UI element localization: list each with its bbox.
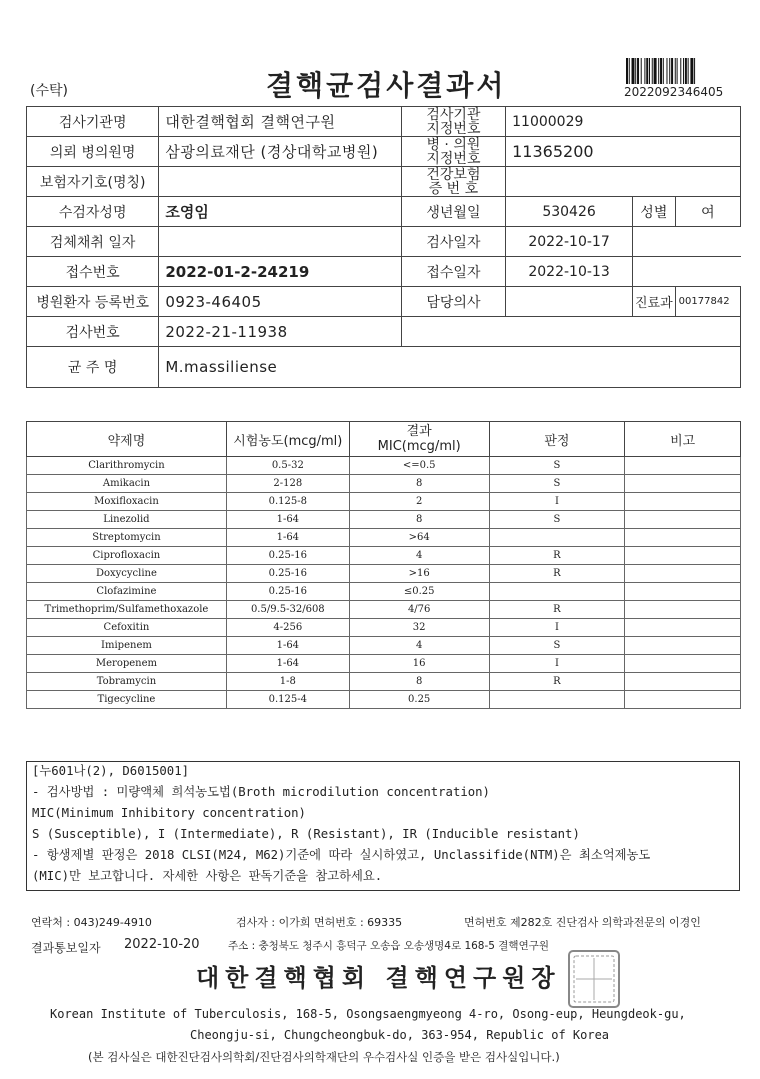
drug-range-cell: 0.5-32: [226, 457, 349, 475]
drug-range-cell: 0.125-4: [226, 691, 349, 709]
drug-remark-cell: [625, 601, 741, 619]
insured-value: [159, 167, 401, 197]
drug-drug-cell: Meropenem: [27, 655, 227, 673]
drug-range-cell: 1-64: [226, 511, 349, 529]
drug-mic-cell: 2: [349, 493, 489, 511]
drug-row: [27, 655, 741, 673]
drug-mic-cell: >16: [349, 565, 489, 583]
drug-remark-cell: [625, 493, 741, 511]
institution-label: 검사기관명: [27, 107, 159, 137]
drug-remark-cell: [625, 655, 741, 673]
organism-value: M.massiliense: [159, 347, 741, 388]
receipt-date-value: 2022-10-13: [506, 257, 633, 287]
drug-row: [27, 691, 741, 709]
address: 주소 : 충청북도 청주시 흥덕구 오송읍 오송생명4로 168-5 결핵연구원: [228, 940, 550, 952]
drug-interp-cell: R: [489, 565, 625, 583]
report-date-label: 결과통보일자: [31, 941, 101, 955]
drug-interp-cell: S: [489, 511, 625, 529]
drug-row: [27, 601, 741, 619]
drug-row: [27, 619, 741, 637]
drug-mic-cell: 16: [349, 655, 489, 673]
drug-mic-cell: 4: [349, 547, 489, 565]
drug-drug-cell: Linezolid: [27, 511, 227, 529]
barcode: [626, 58, 736, 84]
drug-mic-cell: 0.25: [349, 691, 489, 709]
drug-remark-cell: [625, 547, 741, 565]
drug-remark-cell: [625, 637, 741, 655]
patient-info-table: [26, 106, 741, 388]
test-no-value: 2022-21-11938: [159, 317, 401, 347]
drug-drug-cell: Doxycycline: [27, 565, 227, 583]
drug-interp-cell: R: [489, 547, 625, 565]
test-no-label: 검사번호: [27, 317, 159, 347]
drug-range-cell: 1-64: [226, 637, 349, 655]
drug-interp-cell: R: [489, 601, 625, 619]
drug-row: [27, 457, 741, 475]
hospital-value: 삼광의료재단 (경상대학교병원): [159, 137, 401, 167]
col-result: 결과 MIC(mcg/ml): [349, 422, 489, 457]
drug-drug-cell: Trimethoprim/Sulfamethoxazole: [27, 601, 227, 619]
drug-drug-cell: Cefoxitin: [27, 619, 227, 637]
drug-remark-cell: [625, 619, 741, 637]
test-date-value: 2022-10-17: [506, 227, 633, 257]
health-ins-label: 건강보험 증 번 호: [401, 167, 505, 197]
dept-label: 진료과: [632, 287, 675, 317]
drug-drug-cell: Imipenem: [27, 637, 227, 655]
note-method: - 검사방법 : 미량액체 희석농도법(Broth microdilution concentration): [32, 785, 490, 799]
drug-row: [27, 565, 741, 583]
hospital-label: 의뢰 병의원명: [27, 137, 159, 167]
patient-value: 조영임: [159, 197, 401, 227]
birth-label: 생년월일: [401, 197, 505, 227]
drug-remark-cell: [625, 475, 741, 493]
drug-drug-cell: Ciprofloxacin: [27, 547, 227, 565]
collect-date-label: 검체채취 일자: [27, 227, 159, 257]
drug-remark-cell: [625, 691, 741, 709]
dept-value: 00177842: [675, 287, 740, 317]
drug-drug-cell: Clofazimine: [27, 583, 227, 601]
receipt-no-value: 2022-01-2-24219: [159, 257, 401, 287]
drug-interp-cell: I: [489, 619, 625, 637]
drug-drug-cell: Tobramycin: [27, 673, 227, 691]
drug-range-cell: 0.25-16: [226, 547, 349, 565]
drug-interp-cell: R: [489, 673, 625, 691]
drug-remark-cell: [625, 673, 741, 691]
col-interp: 판정: [489, 422, 625, 457]
receipt-mark: (수탁): [30, 83, 68, 99]
doctor-label: 담당의사: [401, 287, 505, 317]
drug-mic-cell: 8: [349, 673, 489, 691]
drug-mic-cell: 4/76: [349, 601, 489, 619]
hosp-code-label: 병 · 의원 지정번호: [401, 137, 505, 167]
institution-value: 대한결핵협회 결핵연구원: [159, 107, 401, 137]
chart-no-value: 0923-46405: [159, 287, 401, 317]
drug-range-cell: 0.25-16: [226, 583, 349, 601]
note-code: [누601나(2), D6015001]: [32, 764, 190, 778]
notes-text: [32, 761, 737, 887]
collect-date-value: [159, 227, 401, 257]
drug-mic-cell: ≤0.25: [349, 583, 489, 601]
tester: 검사자 : 이가희 면허번호 : 69335: [236, 916, 403, 929]
drug-drug-cell: Streptomycin: [27, 529, 227, 547]
susceptibility-table: [26, 421, 741, 709]
drug-interp-cell: I: [489, 655, 625, 673]
note-report: (MIC)만 보고합니다. 자세한 사항은 판독기준을 참고하세요.: [32, 869, 383, 883]
drug-drug-cell: Amikacin: [27, 475, 227, 493]
contact: 연락처 : 043)249-4910: [31, 916, 152, 929]
drug-interp-cell: [489, 529, 625, 547]
health-ins-value: [506, 167, 741, 197]
drug-row: [27, 511, 741, 529]
receipt-no-label: 접수번호: [27, 257, 159, 287]
drug-mic-cell: 8: [349, 511, 489, 529]
doctor-value: [506, 287, 633, 317]
drug-row: [27, 583, 741, 601]
chart-no-label: 병원환자 등록번호: [27, 287, 159, 317]
drug-row: [27, 547, 741, 565]
hosp-code-value: 11365200: [506, 137, 741, 167]
drug-interp-cell: S: [489, 637, 625, 655]
drug-row: [27, 529, 741, 547]
organism-label: 균 주 명: [27, 347, 159, 388]
drug-range-cell: 1-64: [226, 655, 349, 673]
drug-range-cell: 2-128: [226, 475, 349, 493]
drug-remark-cell: [625, 565, 741, 583]
drug-row: [27, 475, 741, 493]
sex-label: 성별: [632, 197, 675, 227]
drug-interp-cell: I: [489, 493, 625, 511]
document-title: 결핵균검사결과서: [266, 69, 507, 102]
drug-remark-cell: [625, 529, 741, 547]
drug-interp-cell: [489, 691, 625, 709]
drug-remark-cell: [625, 511, 741, 529]
drug-mic-cell: 32: [349, 619, 489, 637]
note-criteria: - 항생제별 판정은 2018 CLSI(M24, M62)기준에 따라 실시하였고, Unclassifide(NTM)은 최소억제농도: [32, 848, 651, 862]
drug-mic-cell: 8: [349, 475, 489, 493]
birth-value: 530426: [506, 197, 633, 227]
sex-value: 여: [675, 197, 740, 227]
drug-interp-cell: S: [489, 457, 625, 475]
drug-row: [27, 637, 741, 655]
inst-code-label: 검사기관 지정번호: [401, 107, 505, 137]
receipt-date-label: 접수일자: [401, 257, 505, 287]
col-remark: 비고: [625, 422, 741, 457]
col-drug: 약제명: [27, 422, 227, 457]
drug-row: [27, 673, 741, 691]
license: 면허번호 제282호 진단검사 의학과전문의 이경인: [464, 916, 701, 929]
drug-drug-cell: Moxifloxacin: [27, 493, 227, 511]
drug-mic-cell: 4: [349, 637, 489, 655]
english-address-2: Cheongju-si, Chungcheongbuk-do, 363-954, Republic of Korea: [190, 1028, 610, 1042]
drug-range-cell: 4-256: [226, 619, 349, 637]
drug-range-cell: 0.125-8: [226, 493, 349, 511]
report-date: 2022-10-20: [124, 937, 200, 952]
drug-interp-cell: [489, 583, 625, 601]
note-mic: MIC(Minimum Inhibitory concentration): [32, 806, 306, 820]
insured-label: 보험자기호(명칭): [27, 167, 159, 197]
english-address-1: Korean Institute of Tuberculosis, 168-5, Osongsaengmyeong 4-ro, Osong-eup, Heungdeok-gu,: [50, 1007, 686, 1021]
drug-remark-cell: [625, 583, 741, 601]
col-range: 시험농도(mcg/ml): [226, 422, 349, 457]
inst-code-value: 11000029: [506, 107, 741, 137]
drug-range-cell: 0.25-16: [226, 565, 349, 583]
drug-range-cell: 1-64: [226, 529, 349, 547]
drug-mic-cell: >64: [349, 529, 489, 547]
barcode-number: 2022092346405: [624, 85, 724, 99]
drug-interp-cell: S: [489, 475, 625, 493]
drug-range-cell: 1-8: [226, 673, 349, 691]
drug-row: [27, 493, 741, 511]
drug-mic-cell: <=0.5: [349, 457, 489, 475]
note-legend: S (Susceptible), I (Intermediate), R (Resistant), IR (Inducible resistant): [32, 827, 580, 841]
organization-name: 대한결핵협회 결핵연구원장: [196, 963, 561, 992]
drug-remark-cell: [625, 457, 741, 475]
official-seal: [566, 948, 622, 1010]
test-date-label: 검사일자: [401, 227, 505, 257]
patient-label: 수검자성명: [27, 197, 159, 227]
drug-drug-cell: Tigecycline: [27, 691, 227, 709]
drug-drug-cell: Clarithromycin: [27, 457, 227, 475]
drug-range-cell: 0.5/9.5-32/608: [226, 601, 349, 619]
certification-note: (본 검사실은 대한진단검사의학회/진단검사의학재단의 우수검사실 인증을 받은 검사실입니다.): [88, 1050, 560, 1064]
